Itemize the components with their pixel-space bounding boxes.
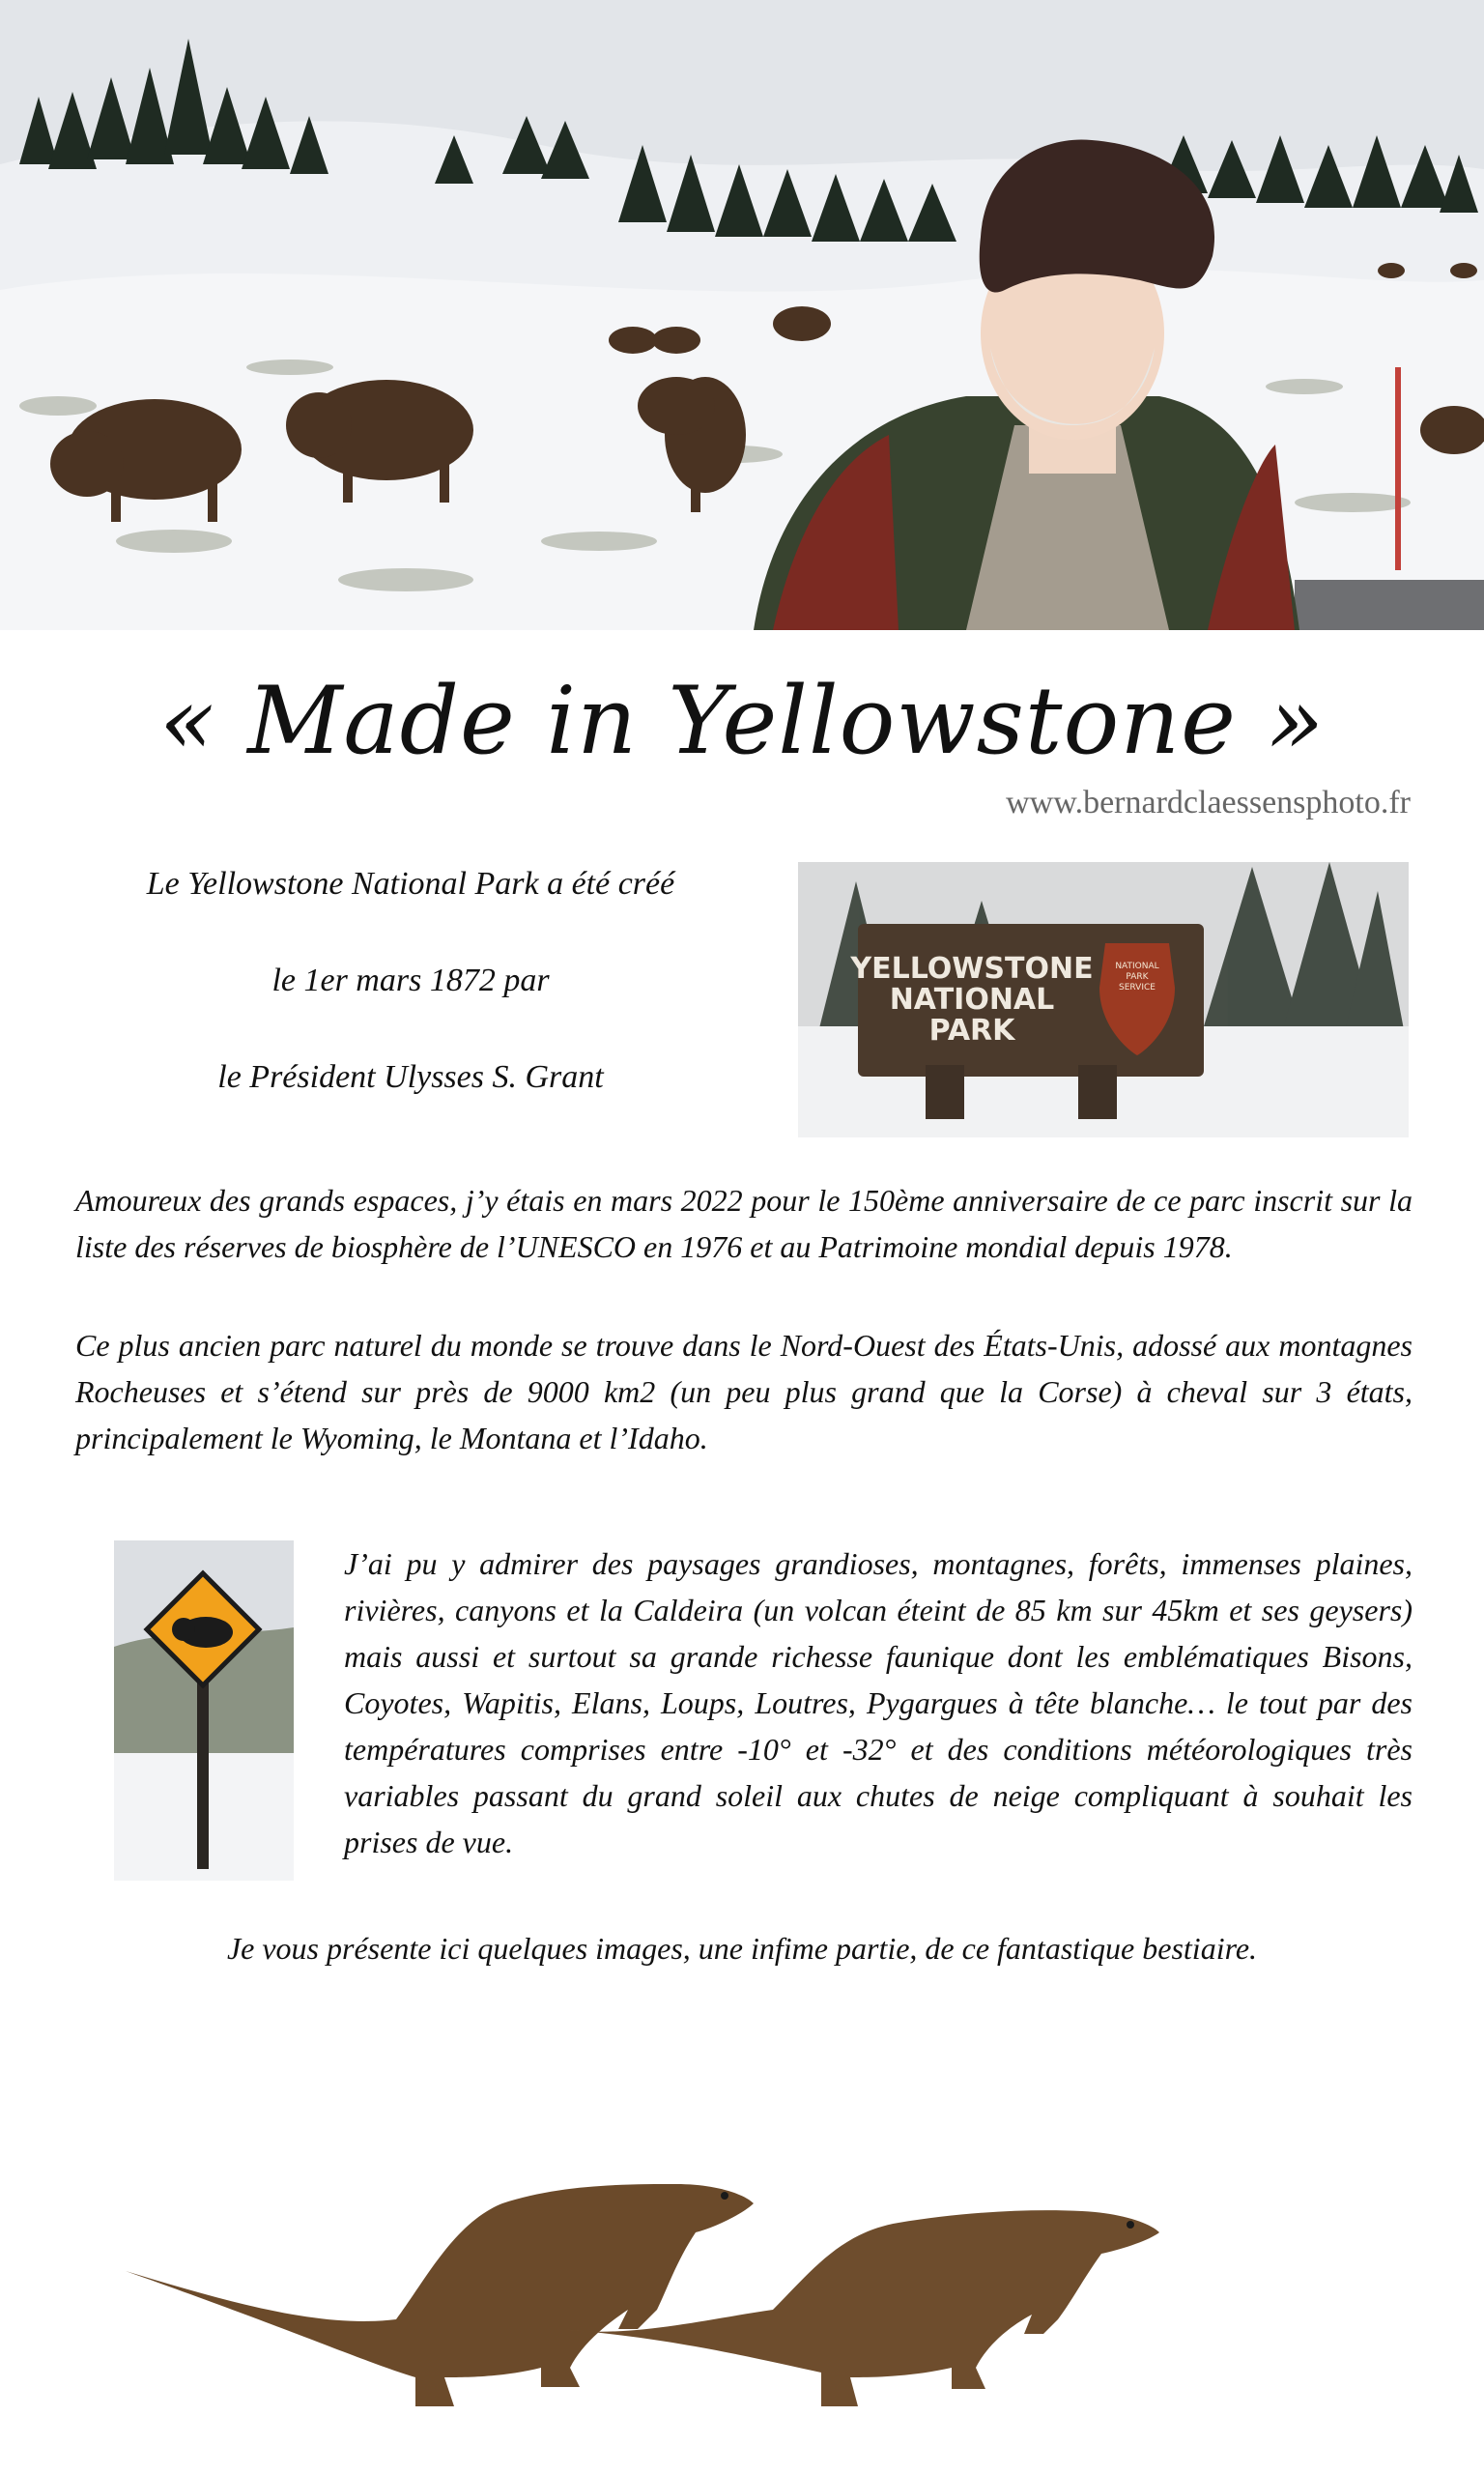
page-title: « Made in Yellowstone » (158, 667, 1326, 775)
park-sign-line2: NATIONAL (889, 983, 1055, 1017)
park-entrance-photo (798, 862, 1409, 1137)
intro-line: le 1er mars 1872 par (271, 963, 550, 998)
snow-pole (1395, 367, 1401, 570)
intro-line: le Président Ulysses S. Grant (217, 1059, 604, 1095)
nps-badge-line3: SERVICE (1119, 983, 1156, 992)
intro-block (58, 868, 763, 1158)
bison-crossing-sign-photo (114, 1540, 294, 1881)
park-sign-line1: YELLOWSTONE (850, 952, 1094, 986)
nps-badge-line2: PARK (1126, 972, 1149, 982)
website-link[interactable]: www.bernardclaessensphoto.fr (1006, 785, 1411, 820)
road (1295, 580, 1484, 630)
hero-illustration (0, 0, 1484, 630)
nps-badge-line1: NATIONAL (1115, 962, 1159, 971)
otters-photo (0, 2039, 1484, 2474)
paragraph-wildlife: J’ai pu y admirer des paysages grandioses, montagnes, forêts, immenses plaines, rivières, canyons et la Caldeira (un volcan éteint de 85 km sur 45km et ses geysers) mais aussi et surtout sa grande richesse faunique dont les emblématiques Bisons, Coyotes, Wapitis, Elans, Loups, Loutres, Pygargues à tête blanche… le tout par des températures comprises entre -10° et -32° et des conditions météorologiques très variables passant du grand soleil aux chutes de neige compliquant à souhait les prises de vue. (344, 1546, 1413, 1859)
otters-illustration (0, 2039, 1484, 2474)
hero-photo (0, 0, 1484, 630)
intro-line: Le Yellowstone National Park a été créé (146, 866, 675, 902)
bison-sign-illustration (114, 1540, 294, 1881)
paragraph-intro: Amoureux des grands espaces, j’y étais en mars 2022 pour le 150ème anniversaire de ce parc inscrit sur la liste des réserves de biosphère de l’UNESCO en 1976 et au Patrimoine mondial depuis 1978. (75, 1183, 1413, 1264)
park-sign-illustration (798, 862, 1409, 1137)
paragraph-location: Ce plus ancien parc naturel du monde se trouve dans le Nord-Ouest des États-Unis, adossé aux montagnes Rocheuses et s’étend sur près de 9000 km2 (un peu plus grand que la Corse) à cheval sur 3 états, principalement le Wyoming, le Montana et l’Idaho. (75, 1328, 1413, 1455)
park-sign-line3: PARK (928, 1014, 1015, 1048)
paragraph-closing: Je vous présente ici quelques images, une infime partie, de ce fantastique bestiaire. (226, 1931, 1258, 1966)
